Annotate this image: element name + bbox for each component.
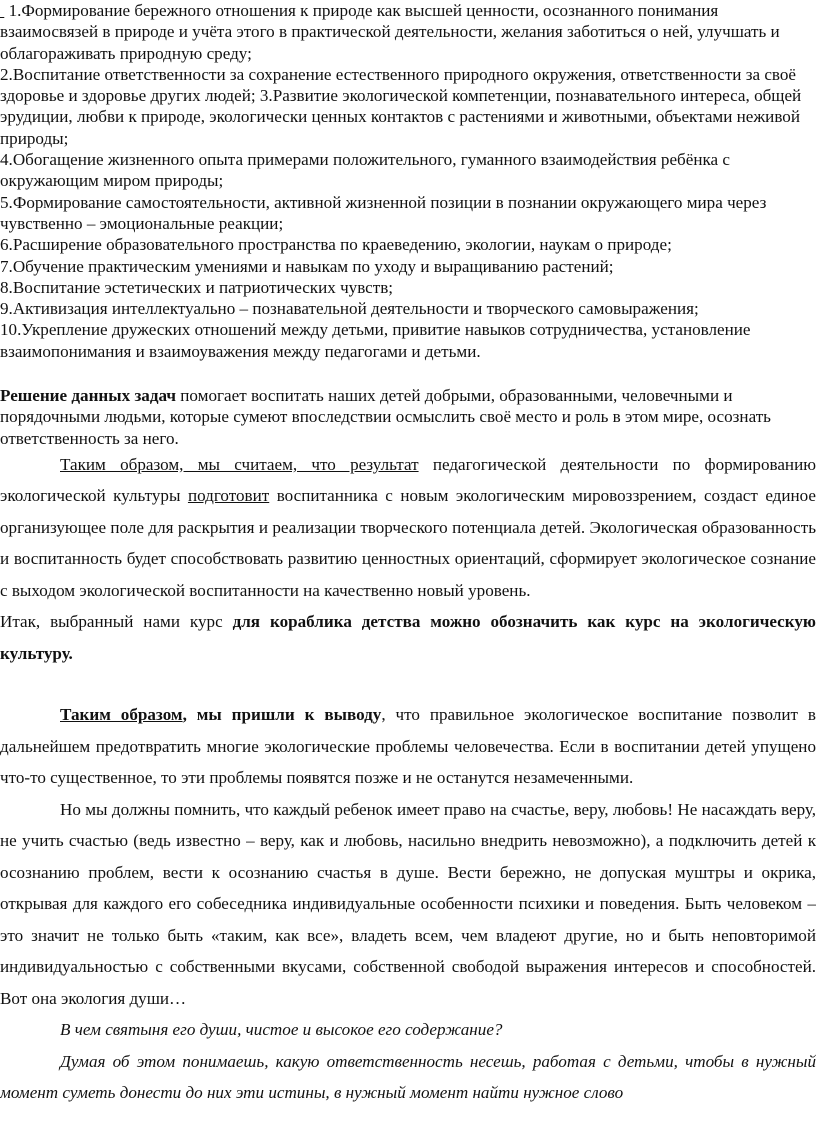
italic-closing: Думая об этом понимаешь, какую ответственность несешь, работая с детьми, чтобы в нужный момент суметь донести до них эти истины, в нужный момент найти нужное слово [0, 1051, 816, 1103]
course-paragraph: Итак, выбранный нами курс для кораблика детства можно обозначить как курс на экологическую культуру. [0, 612, 816, 663]
list-item: 1.Формирование бережного отношения к природе как высшей ценности, осознанного понимания взаимосвязей в природе и учёта этого в практической деятельности, желания заботиться о ней, улучшать и облагораживать природную среду; [0, 1, 780, 63]
italic-question: В чем святыня его души, чистое и высокое его содержание? [60, 1020, 503, 1040]
list-item: 7.Обучение практическим умениями и навыкам по уходу и выращиванию растений; [0, 256, 614, 276]
list-item: 6.Расширение образовательного пространства по краеведению, экологии, наукам о природе; [0, 235, 672, 255]
list-item: 8.Воспитание эстетических и патриотических чувств; [0, 277, 394, 297]
conclusion-paragraph: Таким образом, мы пришли к выводу, что правильное экологическое воспитание позволит в дальнейшем предотвратить многие экологические проблемы человечества. Если в воспитании детей упущено что-то существенное, то эти проблемы появятся позже и не останутся незамеченными. [0, 705, 816, 788]
list-item: 9.Активизация интеллектуально – познавательной деятельности и творческого самовыражения; [0, 299, 699, 319]
solution-paragraph: Решение данных задач помогает воспитать наших детей добрыми, образованными, человечными и порядочными людьми, которые сумеют впоследствии осмыслить своё место и роль в этом мире, осознать ответственность за него. [0, 386, 771, 448]
list-item: 4.Обогащение жизненного опыта примерами положительного, гуманного взаимодействия ребёнка с окружающим миром природы; [0, 150, 730, 191]
happiness-paragraph: Но мы должны помнить, что каждый ребенок имеет право на счастье, веру, любовь! Не насаждать веру, не учить счастью (ведь известно – веру, как и любовь, насильно внедрить невозможно), а подключить детей к осознанию проблем, вести к осознанию счастья в душе. Вести бережно, не допуская муштры и окрика, открывая для каждого его собеседника индивидуальные особенности психики и поведения. Быть человеком – это значит не только быть «таким, как все», владеть всем, чем владеют другие, но и быть неповторимой индивидуальностью с собственными вкусами, собственной свободой выражения интересов и способностей. Вот она экология души… [0, 799, 816, 1008]
list-marker [0, 1, 4, 20]
main-text [0, 449, 816, 1109]
list-item: 10.Укрепление дружеских отношений между детьми, привитие навыков сотрудничества, установление взаимопонимания и взаимоуважения между педагогами и детьми. [0, 320, 751, 361]
list-item: 2.Воспитание ответственности за сохранение естественного природного окружения, ответственности за своё здоровье и здоровье других людей; 3.Развитие экологической компетенции, познавательного интереса, общей эрудиции, любви к природе, экологически ценных контактов с растениями и животными, объектами неживой природы; [0, 64, 802, 148]
spacer [0, 669, 816, 699]
goals-list [0, 0, 816, 362]
result-paragraph: Таким образом, мы считаем, что результат педагогической деятельности по формированию экологической культуры подготовит воспитанника с новым экологическим мировоззрением, создаст единое организующее поле для раскрытия и реализации творческого потенциала детей. Экологическая образованность и воспитанность будет способствовать развитию ценностных ориентаций, сформирует экологическое сознание с выходом экологической воспитанности на качественно новый уровень. [0, 454, 816, 600]
list-item: 5.Формирование самостоятельности, активной жизненной позиции в познании окружающего мира через чувственно – эмоциональные реакции; [0, 192, 767, 233]
